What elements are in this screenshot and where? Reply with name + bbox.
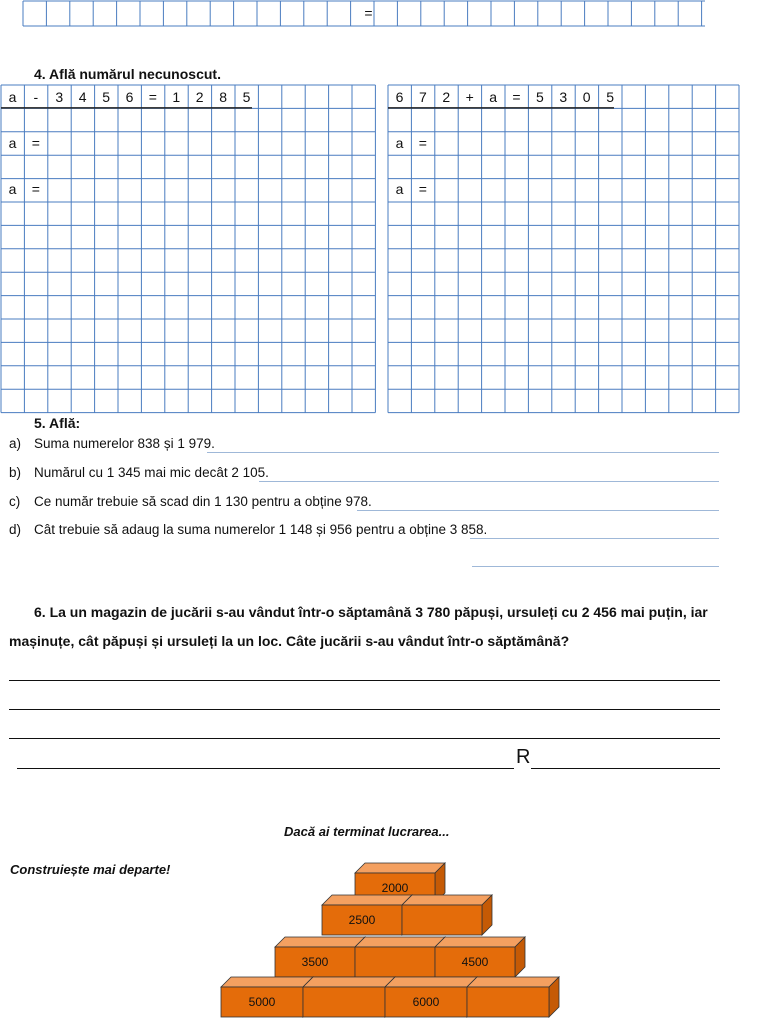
solution-line-3[interactable] bbox=[9, 738, 720, 739]
brick-4500-label: 4500 bbox=[461, 955, 489, 969]
left-eq-cell-5: 6 bbox=[125, 89, 134, 105]
right-eq-cell-7: 3 bbox=[559, 89, 568, 105]
brick-6000-label: 6000 bbox=[412, 995, 440, 1009]
right-a1-cell-0: a bbox=[395, 135, 404, 151]
exercise-6-line-2: mașinuțe, cât păpuși și ursuleți la un loc. Câte jucării s-au vândut într-o săptămână? bbox=[9, 633, 570, 649]
item-a-text: Suma numerelor 838 și 1 979. bbox=[34, 436, 215, 451]
right-eq-cell-2: 2 bbox=[442, 89, 451, 105]
answer-line[interactable] bbox=[531, 768, 720, 769]
brick-row3-empty bbox=[355, 937, 445, 977]
exercise-5-heading: 5. Află: bbox=[34, 415, 81, 431]
left-eq-cell-8: 2 bbox=[195, 89, 204, 105]
item-c-letter: c) bbox=[9, 494, 21, 509]
item-b-text: Numărul cu 1 345 mai mic decât 2 105. bbox=[34, 465, 269, 480]
right-a2-cell-0: a bbox=[395, 181, 404, 197]
brick-3500-label: 3500 bbox=[301, 955, 329, 969]
bonus-title: Dacă ai terminat lucrarea... bbox=[284, 824, 450, 839]
left-a1-cell-0: a bbox=[8, 135, 17, 151]
solution-line-2[interactable] bbox=[9, 709, 720, 710]
right-eq-cell-5: = bbox=[512, 89, 521, 105]
solution-line-1[interactable] bbox=[9, 680, 720, 681]
item-d-text: Cât trebuie să adaug la suma numerelor 1 148 și 956 pentru a obține 3 858. bbox=[34, 522, 488, 537]
answer-r-label: R bbox=[516, 746, 531, 768]
brick-row4-empty-2 bbox=[467, 977, 559, 1017]
top-equals-sign: = bbox=[364, 5, 373, 21]
brick-5000 bbox=[221, 977, 313, 1017]
brick-2500 bbox=[322, 895, 412, 935]
item-c-text: Ce număr trebuie să scad din 1 130 pentru a obține 978. bbox=[34, 494, 372, 509]
left-a2-cell-1: = bbox=[31, 181, 40, 197]
item-c-answer-line[interactable] bbox=[357, 510, 719, 511]
right-eq-cell-1: 7 bbox=[418, 89, 427, 105]
brick-row2-empty bbox=[402, 895, 492, 935]
brick-5000-label: 5000 bbox=[248, 995, 276, 1009]
right-a2-cell-1: = bbox=[418, 181, 427, 197]
exercise-4-grid bbox=[0, 84, 768, 414]
right-eq-cell-0: 6 bbox=[395, 89, 404, 105]
item-d-answer-line[interactable] bbox=[470, 538, 719, 539]
bonus-instruction: Construiește mai departe! bbox=[10, 862, 171, 877]
item-b-letter: b) bbox=[9, 465, 22, 480]
brick-2500-label: 2500 bbox=[348, 913, 376, 927]
brick-3500 bbox=[275, 937, 365, 977]
right-eq-cell-6: 5 bbox=[535, 89, 544, 105]
left-eq-cell-0: a bbox=[8, 89, 17, 105]
left-eq-cell-10: 5 bbox=[242, 89, 251, 105]
left-eq-cell-2: 3 bbox=[55, 89, 64, 105]
brick-4500 bbox=[435, 937, 525, 977]
item-d-letter: d) bbox=[9, 522, 22, 537]
left-eq-cell-3: 4 bbox=[78, 89, 87, 105]
brick-row4-empty-1 bbox=[303, 977, 395, 1017]
right-eq-cell-3: + bbox=[465, 89, 474, 105]
left-eq-cell-4: 5 bbox=[102, 89, 110, 105]
left-a1-cell-1: = bbox=[31, 135, 40, 151]
brick-pyramid bbox=[215, 858, 565, 1024]
item-a-letter: a) bbox=[9, 436, 22, 451]
right-eq-cell-4: a bbox=[489, 89, 497, 105]
brick-2000-label: 2000 bbox=[381, 881, 409, 895]
left-eq-cell-9: 8 bbox=[219, 89, 227, 105]
item-b-answer-line[interactable] bbox=[259, 481, 719, 482]
left-eq-cell-1: - bbox=[33, 89, 39, 105]
item-d-answer-line-2[interactable] bbox=[472, 566, 719, 567]
exercise-6-line-1: 6. La un magazin de jucării s-au vândut într-o săptamână 3 780 păpuși, ursuleți cu 2 456 mai puțin, iar bbox=[34, 604, 708, 620]
top-grid-row bbox=[0, 0, 768, 30]
left-eq-cell-6: = bbox=[148, 89, 157, 105]
right-eq-cell-8: 0 bbox=[582, 89, 591, 105]
exercise-4-heading: 4. Află numărul necunoscut. bbox=[34, 66, 221, 82]
solution-line-4[interactable] bbox=[17, 768, 514, 769]
left-eq-cell-7: 1 bbox=[172, 89, 181, 105]
right-eq-cell-9: 5 bbox=[606, 89, 614, 105]
left-a2-cell-0: a bbox=[8, 181, 17, 197]
brick-6000 bbox=[385, 977, 477, 1017]
item-a-answer-line[interactable] bbox=[207, 452, 719, 453]
right-a1-cell-1: = bbox=[418, 135, 427, 151]
